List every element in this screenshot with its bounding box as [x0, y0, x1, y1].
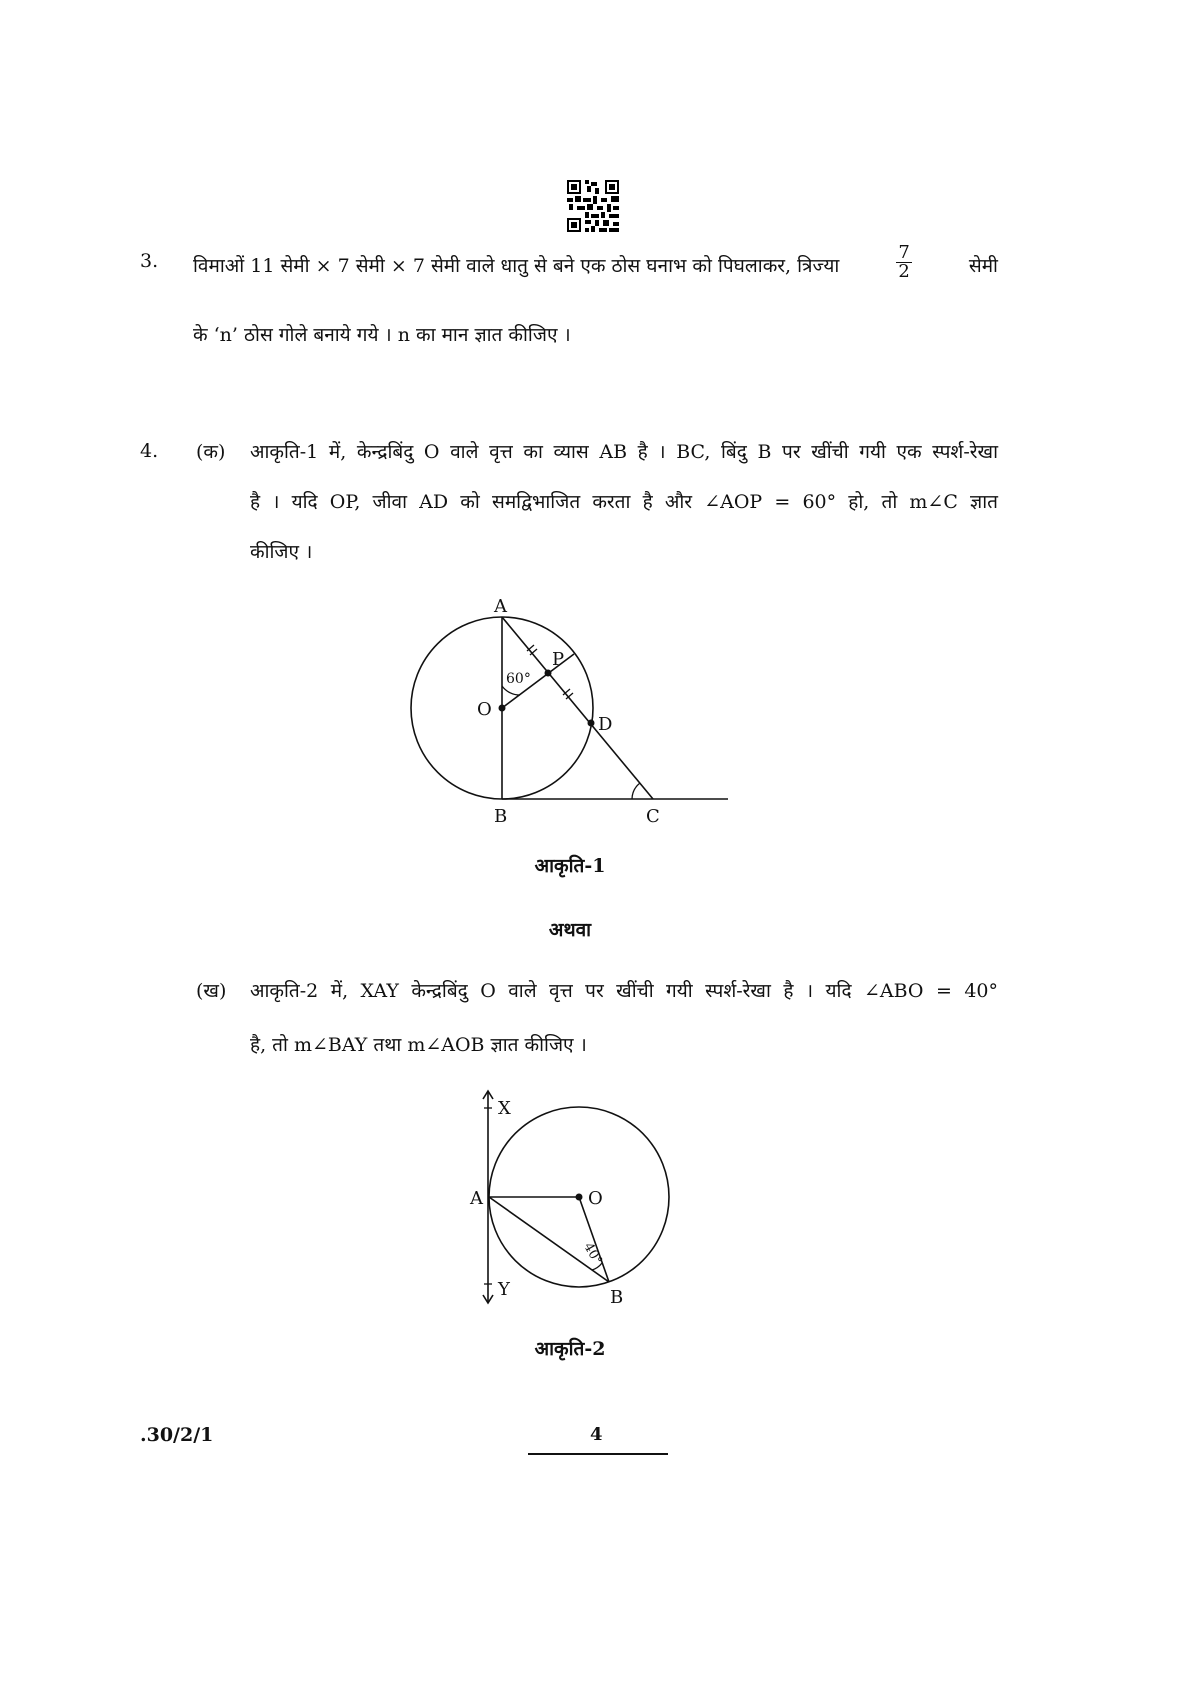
fig2-label-x: X	[498, 1098, 511, 1119]
fig2-angle-40: 40°	[580, 1240, 605, 1268]
or-label: अथवा	[548, 919, 592, 941]
fig2-label-o: O	[588, 1188, 603, 1209]
fig2-label-a: A	[470, 1188, 483, 1209]
question-3-number: 3.	[140, 250, 159, 272]
qr-code-icon	[567, 180, 619, 232]
question-4a-line-1: आकृति-1 में, केन्द्रबिंदु O वाले वृत्त का व्यास AB है । BC, बिंदु B पर खींची गयी एक स्पर्श-रेखा	[250, 441, 998, 463]
question-3-text-before-fraction: विमाओं 11 सेमी × 7 सेमी × 7 सेमी वाले धातु से बने एक ठोस घनाभ को पिघलाकर, त्रिज्या	[193, 254, 840, 277]
figure-1-caption: आकृति-1	[534, 855, 606, 877]
fraction-numerator: 7	[898, 242, 910, 263]
question-4-number: 4.	[140, 440, 159, 462]
fig2-label-b: B	[610, 1287, 624, 1308]
question-4a-line-3: कीजिए ।	[250, 541, 313, 563]
page-number-underline	[528, 1453, 668, 1455]
question-4b-line-2: है, तो m∠BAY तथा m∠AOB ज्ञात कीजिए ।	[250, 1034, 587, 1056]
figure-1	[380, 580, 740, 830]
question-4b-line-1: आकृति-2 में, XAY केन्द्रबिंदु O वाले वृत्त पर खींची गयी स्पर्श-रेखा है । यदि ∠ABO = 40°	[250, 980, 998, 1002]
fig1-label-d: D	[598, 714, 613, 735]
radius-fraction	[896, 244, 911, 281]
question-3-line-2: के ‘n’ ठोस गोले बनाये गये । n का मान ज्ञात कीजिए ।	[193, 324, 571, 346]
fig2-label-y: Y	[498, 1279, 510, 1300]
page-number: 4	[590, 1424, 603, 1445]
question-3-line-1	[193, 242, 998, 282]
question-4a-label: (क)	[196, 441, 226, 463]
figure-2-caption: आकृति-2	[534, 1338, 606, 1360]
question-4b-label: (ख)	[196, 980, 227, 1002]
fig1-label-c: C	[646, 806, 660, 827]
fig1-label-b: B	[494, 806, 508, 827]
question-3-text-after-fraction: सेमी	[968, 254, 998, 277]
figure-2	[460, 1085, 690, 1315]
paper-code: .30/2/1	[140, 1424, 214, 1446]
fig1-angle-60: 60°	[506, 671, 531, 687]
fig1-label-p: P	[552, 649, 565, 670]
fig1-label-a: A	[494, 596, 507, 617]
question-4a-line-2: है । यदि OP, जीवा AD को समद्विभाजित करता है और ∠AOP = 60° हो, तो m∠C ज्ञात	[250, 491, 998, 513]
fig1-label-o: O	[477, 699, 492, 720]
fraction-denominator: 2	[898, 261, 910, 282]
